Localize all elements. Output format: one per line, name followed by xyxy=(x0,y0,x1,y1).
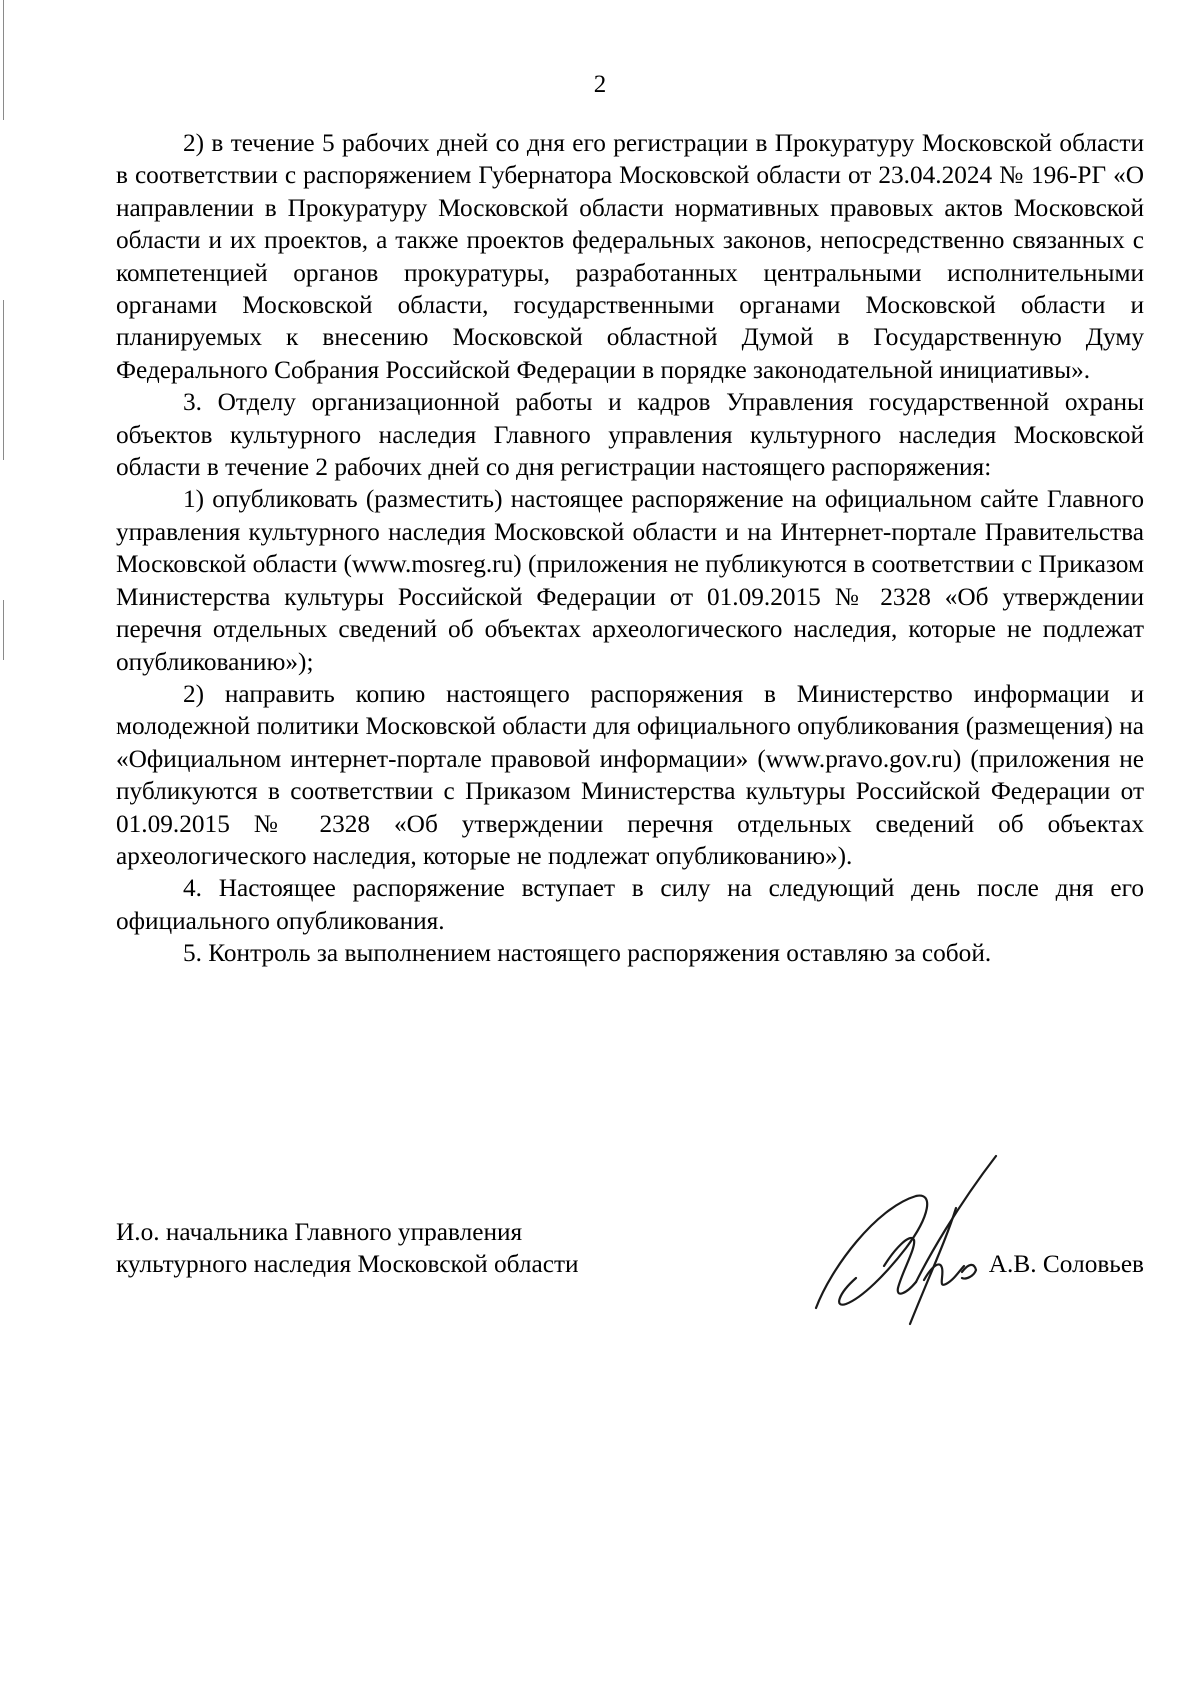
paragraph-3: 3. Отделу организационной работы и кадров Управления государственной охраны объектов культурного наследия Главного управления культурного наследия Московской области в течение 2 рабочих дней со дня регистрации настоящего распоряжения: xyxy=(116,388,1144,482)
signer-title xyxy=(116,1216,716,1281)
signer-title-line-2: культурного наследия Московской области xyxy=(116,1250,579,1279)
signer-name: А.В. Соловьев xyxy=(988,1250,1144,1278)
signature-block xyxy=(116,1216,1144,1356)
paragraph-3-2: 2) направить копию настоящего распоряжения в Министерство информации и молодежной политики Московской области для официального опубликования (размещения) на «Официальном интернет-портале правовой информации» (www.pravo.gov.ru) (приложения не публикуются в соответствии с Приказом Министерства культуры Российской Федерации от 01.09.2015 № 2328 «Об утверждении перечня отдельных сведений об объектах археологического наследия, которые не подлежат опубликованию»). xyxy=(116,679,1144,870)
scan-edge-line xyxy=(3,300,4,460)
scan-edge-line xyxy=(3,600,4,660)
scan-edge-line xyxy=(3,0,4,120)
handwritten-signature xyxy=(806,1148,1056,1338)
page-number: 2 xyxy=(593,71,607,98)
paragraph-2-2: 2) в течение 5 рабочих дней со дня его регистрации в Прокуратуру Московской области в соответствии с распоряжением Губернатора Московской области от 23.04.2024 № 196-РГ «О направлении в Прокуратуру Московской области нормативных правовых актов Московской области и их проектов, а также проектов федеральных законов, непосредственно связанных с компетенцией органов прокуратуры, разработанных центральными исполнительными органами Московской области, государственными органами Московской области и планируемых к внесению Московской областной Думой в Государственную Думу Федерального Собрания Российской Федерации в порядке законодательной инициативы». xyxy=(116,129,1144,384)
paragraph-3-1: 1) опубликовать (разместить) настоящее распоряжение на официальном сайте Главного управления культурного наследия Московской области и на Интернет-портале Правительства Московской области (www.mosreg.ru) (приложения не публикуются в соответствии с Приказом Министерства культуры Российской Федерации от 01.09.2015 № 2328 «Об утверждении перечня отдельных сведений об объектах археологического наследия, которые не подлежат опубликованию»); xyxy=(116,485,1144,676)
paragraph-5: 5. Контроль за выполнением настоящего распоряжения оставляю за собой. xyxy=(183,939,992,968)
signer-title-line-1: И.о. начальника Главного управления xyxy=(116,1218,523,1246)
document-body xyxy=(116,127,1144,970)
paragraph-4: 4. Настоящее распоряжение вступает в силу на следующий день после дня его официального опубликования. xyxy=(116,874,1144,935)
